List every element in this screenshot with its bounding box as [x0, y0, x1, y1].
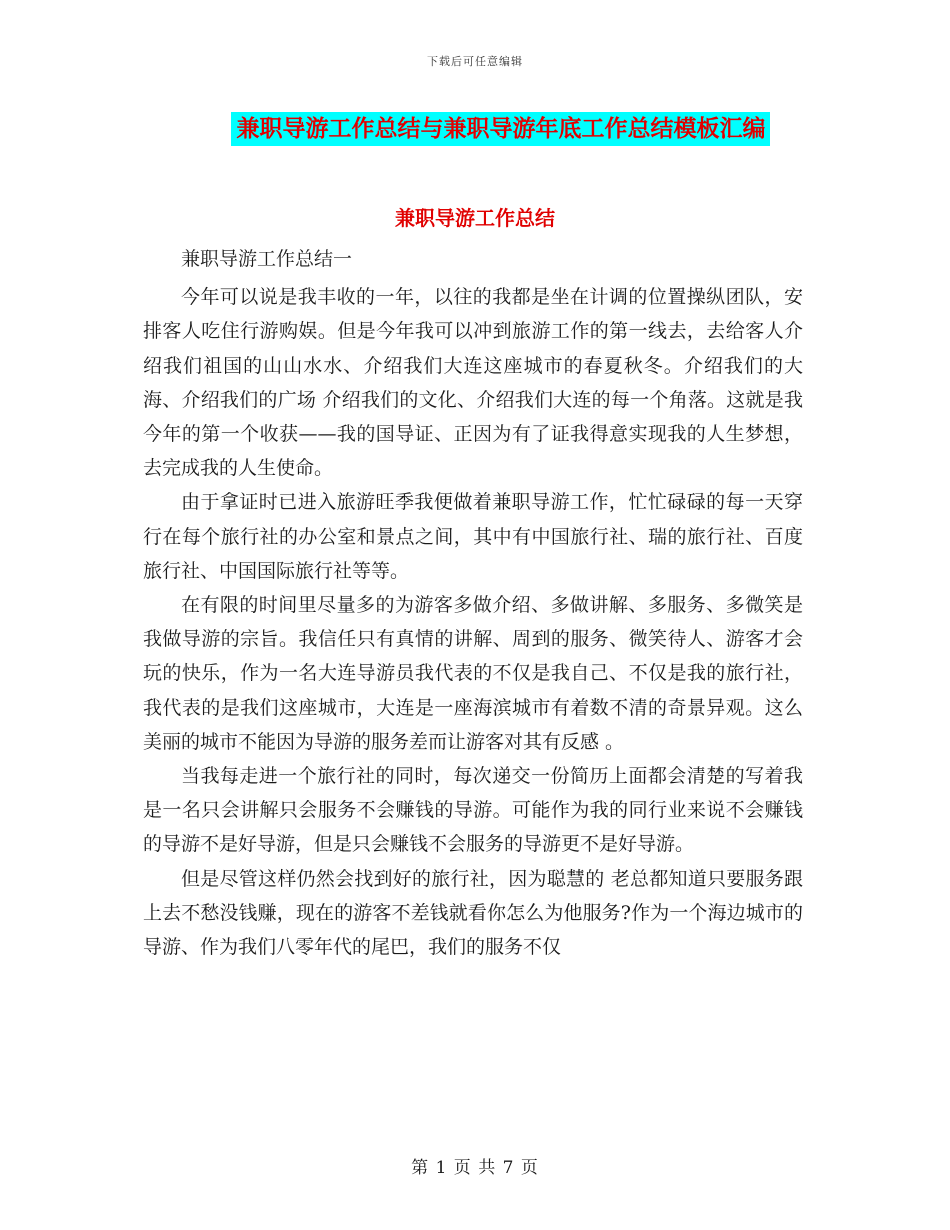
- section-title: 兼职导游工作总结: [395, 206, 555, 230]
- document-body: [143, 224, 803, 964]
- main-title: 兼职导游工作总结与兼职导游年底工作总结模板汇编: [231, 112, 770, 146]
- paragraph: 当我每走进一个旅行社的同时，每次递交一份简历上面都会清楚的写着我是一名只会讲解只会服务不会赚钱的导游。可能作为我的同行业来说不会赚钱的导游不是好导游，但是只会赚钱不会服务的导游更不是好导游。: [143, 765, 803, 856]
- main-title-wrap: [0, 112, 950, 146]
- paragraph: 由于拿证时已进入旅游旺季我便做着兼职导游工作，忙忙碌碌的每一天穿行在每个旅行社的办公室和景点之间，其中有中国旅行社、瑞的旅行社、百度旅行社、中国国际旅行社等等。: [143, 491, 803, 582]
- paragraph: 但是尽管这样仍然会找到好的旅行社，因为聪慧的 老总都知道只要服务跟上去不愁没钱赚，现在的游客不差钱就看你怎么为他服务?作为一个海边城市的导游、作为我们八零年代的尾巴，我们的服务不仅: [143, 867, 803, 959]
- paragraph: 今年可以说是我丰收的一年，以往的我都是坐在计调的位置操纵团队，安排客人吃住行游购娱。但是今年我可以冲到旅游工作的第一线去，去给客人介绍我们祖国的山山水水、介绍我们大连这座城市的春夏秋冬。介绍我们的大海、介绍我们的广场 介绍我们的文化、介绍我们大连的每一个角落。这就是我今年的第一个收获——我的国导证、正因为有了证我得意实现我的人生梦想，去完成我的人生使命。: [143, 286, 803, 480]
- paragraph: 在有限的时间里尽量多的为游客多做介绍、多做讲解、多服务、多微笑是我做导游的宗旨。我信任只有真情的讲解、周到的服务、微笑待人、游客才会玩的快乐，作为一名大连导游员我代表的不仅是我自己、不仅是我的旅行社，我代表的是我们这座城市，大连是一座海滨城市有着数不清的奇景异观。这么美丽的城市不能因为导游的服务差而让游客对其有反感 。: [143, 594, 803, 753]
- subheading: 兼职导游工作总结一: [181, 248, 353, 270]
- page-footer: [0, 1153, 950, 1178]
- page-number-label: 第 1 页 共 7 页: [411, 1158, 539, 1178]
- header-note: 下载后可任意编辑: [427, 55, 523, 68]
